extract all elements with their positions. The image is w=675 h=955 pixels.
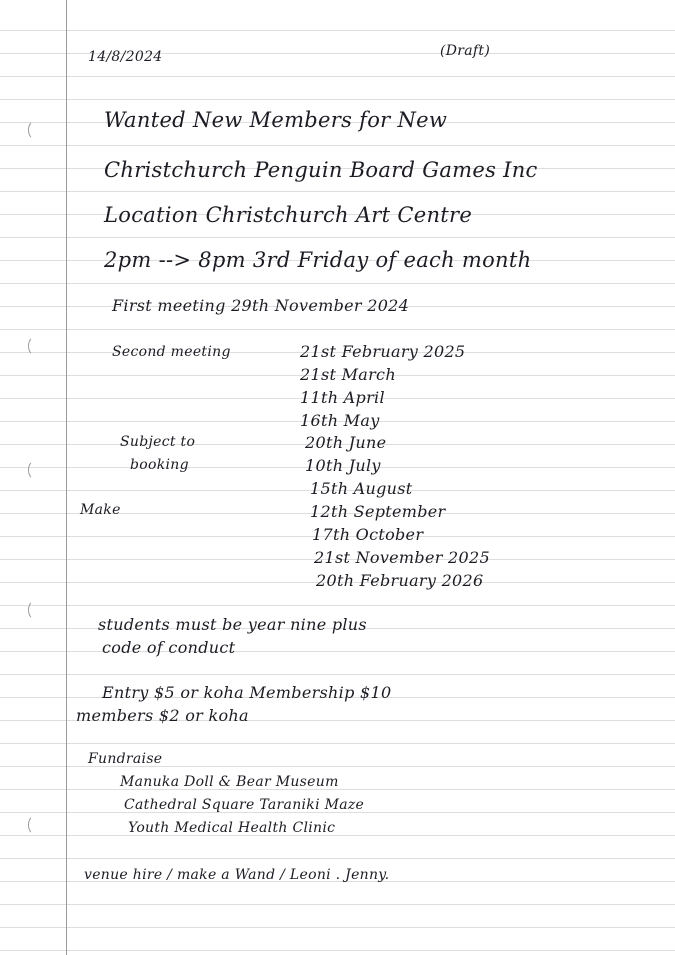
meeting-date: 21st February 2025 [300,342,466,361]
meeting-date: 16th May [300,411,380,430]
schedule-line: 2pm --> 8pm 3rd Friday of each month [104,248,532,272]
first-meeting-line: First meeting 29th November 2024 [112,296,410,315]
binder-hole-mark [28,600,43,620]
margin-line [66,0,67,955]
make-label: Make [80,502,121,518]
draft-label: (Draft) [440,43,491,59]
heading-line-1: Wanted New Members for New [104,108,448,132]
second-meeting-label: Second meeting [112,344,231,360]
entry-fee-line: Entry $5 or koha Membership $10 [102,683,392,702]
location-line: Location Christchurch Art Centre [104,203,473,227]
conduct-line: code of conduct [102,638,236,657]
heading-line-2: Christchurch Penguin Board Games Inc [104,158,538,182]
binder-hole-mark [28,460,43,480]
note-date: 14/8/2024 [88,49,163,65]
fundraise-item: Manuka Doll & Bear Museum [120,774,339,790]
meeting-date: 21st November 2025 [314,548,490,567]
fundraise-item: Cathedral Square Taraniki Maze [124,797,365,813]
meeting-date: 10th July [305,456,381,475]
binder-hole-mark [28,336,43,356]
meeting-date: 20th February 2026 [316,571,484,590]
footer-note-line: venue hire / make a Wand / Leoni . Jenny. [84,867,390,883]
binder-hole-mark [28,815,43,835]
members-fee-line: members $2 or koha [76,706,249,725]
meeting-date: 11th April [300,388,385,407]
booking-label: booking [130,457,189,473]
students-line: students must be year nine plus [98,615,367,634]
meeting-date: 17th October [312,525,424,544]
subject-to-label: Subject to [120,434,196,450]
meeting-date: 20th June [305,433,387,452]
meeting-date: 21st March [300,365,396,384]
fundraise-label: Fundraise [88,751,163,767]
fundraise-item: Youth Medical Health Clinic [128,820,336,836]
binder-hole-mark [28,120,43,140]
meeting-date: 12th September [310,502,446,521]
meeting-date: 15th August [310,479,413,498]
